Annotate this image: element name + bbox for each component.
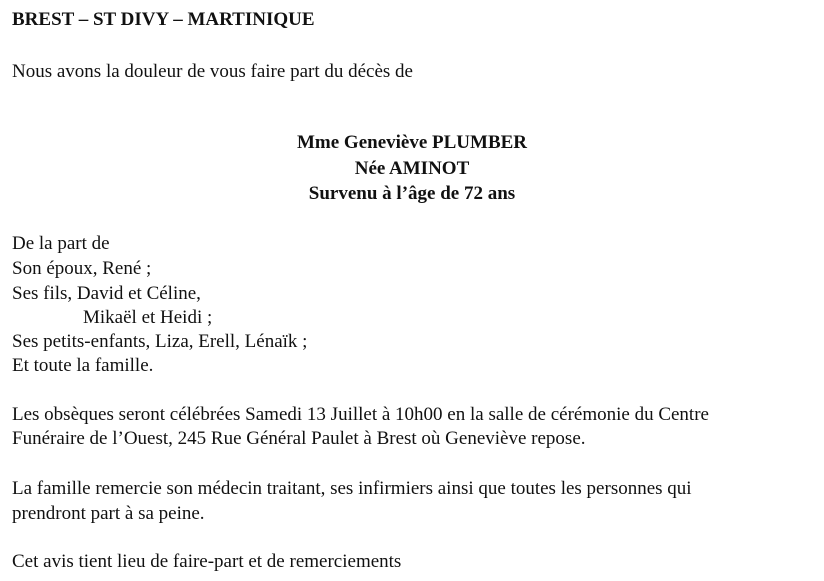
deceased-maiden-name: Née AMINOT: [354, 158, 470, 179]
family-line-spouse: Son époux, René ;: [12, 258, 152, 279]
thanks-text-line-2: prendront part à sa peine.: [12, 503, 205, 524]
location-header: BREST – ST DIVY – MARTINIQUE: [12, 9, 315, 30]
funeral-text-line-2: Funéraire de l’Ouest, 245 Rue Général Paulet à Brest où Geneviève repose.: [12, 428, 586, 449]
deceased-age: Survenu à l’âge de 72 ans: [308, 183, 516, 204]
family-line-sons: Ses fils, David et Céline,: [12, 283, 201, 304]
family-line-all: Et toute la famille.: [12, 355, 154, 376]
closing-text: Cet avis tient lieu de faire-part et de remerciements: [12, 551, 402, 572]
family-line-grandchildren: Ses petits-enfants, Liza, Erell, Lénaïk ;: [12, 331, 308, 352]
thanks-text-line-1: La famille remercie son médecin traitant, ses infirmiers ainsi que toutes les personnes qui: [12, 478, 692, 499]
deceased-name: Mme Geneviève PLUMBER: [296, 132, 528, 153]
intro-text: Nous avons la douleur de vous faire part du décès de: [12, 61, 413, 82]
funeral-text-line-1: Les obsèques seront célébrées Samedi 13 Juillet à 10h00 en la salle de cérémonie du Centre: [12, 404, 709, 425]
family-intro: De la part de: [12, 233, 110, 254]
family-line-sons-continued: Mikaël et Heidi ;: [83, 307, 213, 328]
